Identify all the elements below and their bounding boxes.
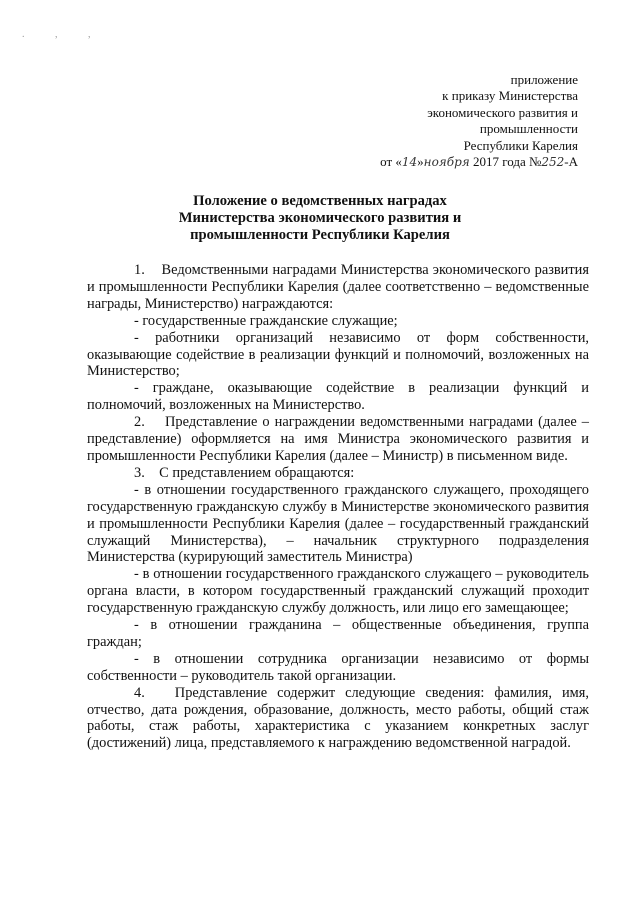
document-title bbox=[90, 193, 550, 245]
date-year: 2017 года № bbox=[469, 154, 542, 170]
list-item-ministry-servant: - в отношении государственного гражданского служащего, проходящего государственную гражданскую службу в Министерстве экономического развития и промышленности Республики Карелия (далее – государственный гражданский служащий Министерства), – начальник структурного подразделения Министерства (курирующий заместитель Министра) bbox=[87, 481, 589, 566]
appendix-line-5: Республики Карелия bbox=[463, 137, 578, 153]
list-item-employee: - в отношении сотрудника организации независимо от формы собственности – руководитель такой организации. bbox=[87, 650, 589, 684]
handwritten-number: 252 bbox=[541, 155, 565, 170]
date-suffix: -А bbox=[564, 154, 578, 170]
title-line-3: промышленности Республики Карелия bbox=[190, 227, 450, 244]
list-item-state-servant: - в отношении государственного гражданского служащего – руководитель органа власти, в котором государственный гражданский служащий проходит государственную гражданскую службу должность, или лицо его замещающее; bbox=[87, 566, 589, 617]
list-item-citizens: - граждане, оказывающие содействие в реализации функций и полномочий, возложенных на Министерство. bbox=[87, 380, 589, 414]
date-mid: » bbox=[417, 154, 424, 170]
appendix-line-1: приложение bbox=[510, 72, 578, 87]
list-item-citizen: - в отношении гражданина – общественные объединения, группа граждан; bbox=[87, 617, 589, 650]
paragraph-2: 2. Представление о награждении ведомственными наградами (далее – представление) оформляется на имя Министра экономического развития и промышленности Республики Карелия (далее – Министр) в письменном виде. bbox=[87, 414, 589, 464]
scan-specks: . , , bbox=[22, 29, 105, 40]
paragraph-1: 1. Ведомственными наградами Министерства экономического развития и промышленности Республики Карелия (далее соответственно – ведомственные награды, Министерство) награждаются: bbox=[87, 262, 589, 312]
list-item-civil-servants: - государственные гражданские служащие; bbox=[134, 312, 398, 329]
appendix-line-4: промышленности bbox=[479, 121, 578, 137]
document-body bbox=[87, 262, 589, 752]
appendix-date-line bbox=[278, 154, 578, 170]
appendix-header bbox=[278, 72, 578, 170]
handwritten-month: ноября bbox=[423, 155, 470, 170]
title-line-1: Положение о ведомственных наградах bbox=[193, 193, 447, 209]
handwritten-day: 14 bbox=[401, 155, 418, 170]
date-prefix: от « bbox=[380, 154, 402, 170]
title-line-2: Министерства экономического развития и bbox=[178, 210, 462, 227]
paragraph-3: 3. С представлением обращаются: bbox=[134, 464, 355, 481]
paragraph-4: 4. Представление содержит следующие сведения: фамилия, имя, отчество, дата рождения, образование, должность, место работы, общий стаж работы, стаж работы, характеристика с указанием конкретных заслуг (достижений) лица, представляемого к награждению ведомственной наградой. bbox=[87, 684, 589, 752]
appendix-line-3: экономического развития и bbox=[427, 104, 578, 120]
list-item-organization-workers: - работники организаций независимо от форм собственности, оказывающие содействие в реализации функций и полномочий, возложенных на Министерство; bbox=[87, 329, 589, 380]
appendix-line-2: к приказу Министерства bbox=[442, 88, 578, 104]
